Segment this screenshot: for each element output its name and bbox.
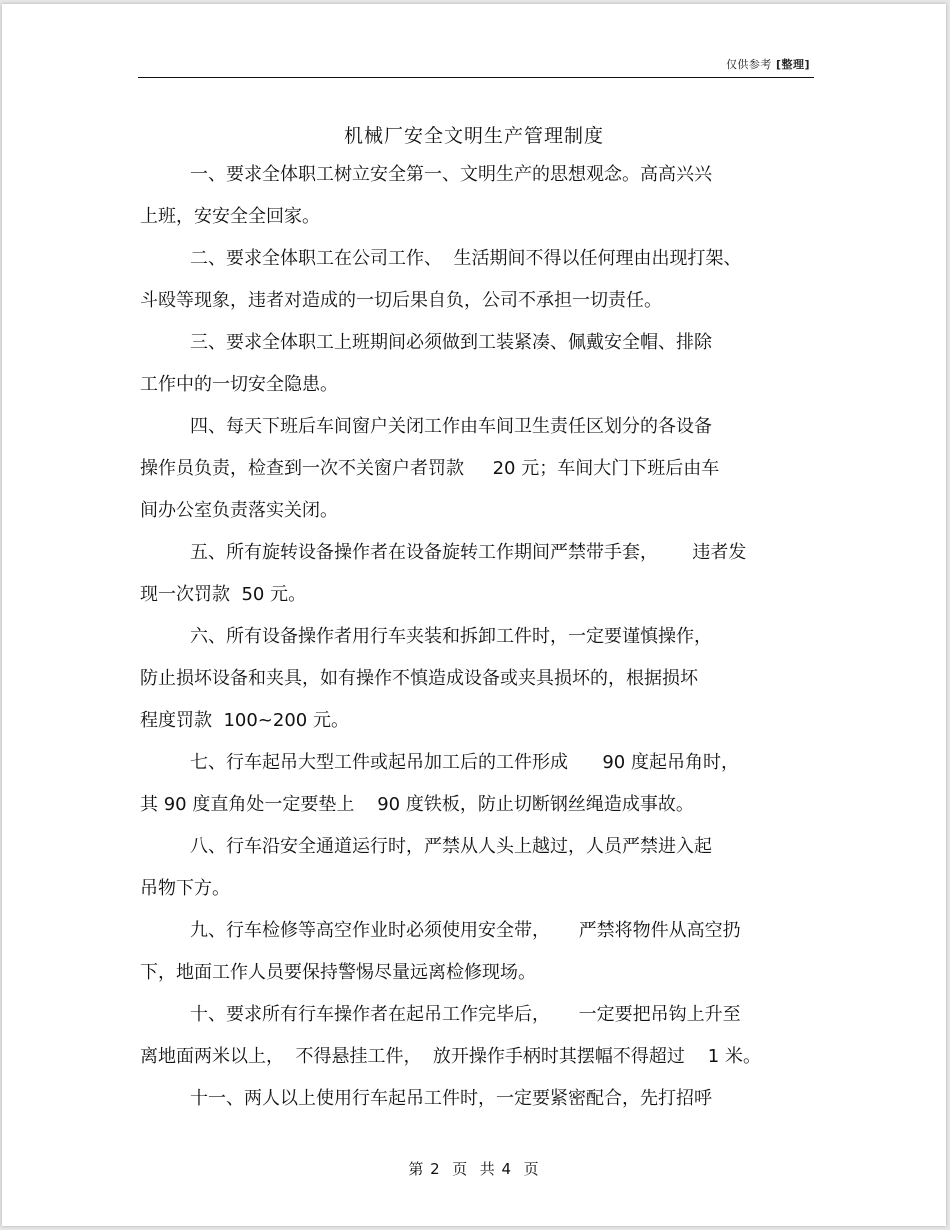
page-number: 第 2 页 共 4 页 <box>408 1160 540 1178</box>
paragraph-line: 七、行车起吊大型工件或起吊加工后的工件形成 90 度起吊角时， <box>190 752 739 773</box>
paragraph-line: 斗殴等现象，违者对造成的一切后果自负，公司不承担一切责任。 <box>140 290 662 311</box>
document-body <box>140 154 820 1120</box>
paragraph <box>140 238 820 322</box>
paragraph <box>140 406 820 532</box>
paragraph-line: 吊物下方。 <box>140 878 230 899</box>
paragraph <box>140 532 820 616</box>
header-tag: [整理] <box>775 58 810 71</box>
paragraph-line: 工作中的一切安全隐患。 <box>140 374 338 395</box>
paragraph-line: 五、所有旋转设备操作者在设备旋转工作期间严禁带手套， 违者发 <box>190 542 747 563</box>
header-note <box>726 56 810 72</box>
paragraph <box>140 154 820 238</box>
paragraph-line: 现一次罚款 50 元。 <box>140 584 307 605</box>
paragraph-line: 间办公室负责落实关闭。 <box>140 500 338 521</box>
document-title: 机械厂安全文明生产管理制度 <box>343 125 604 147</box>
paragraph-line: 九、行车检修等高空作业时必须使用安全带， 严禁将物件从高空扔 <box>190 920 741 941</box>
paragraph-line: 三、要求全体职工上班期间必须做到工装紧凑、佩戴安全帽、排除 <box>190 332 712 353</box>
paragraph-line: 一、要求全体职工树立安全第一、文明生产的思想观念。高高兴兴 <box>190 164 712 185</box>
paragraph <box>140 742 820 826</box>
paragraph <box>140 826 820 910</box>
paragraph-line: 其 90 度直角处一定要垫上 90 度铁板，防止切断钢丝绳造成事故。 <box>140 794 694 815</box>
paragraph-line: 八、行车沿安全通道运行时，严禁从人头上越过，人员严禁进入起 <box>190 836 712 857</box>
paragraph-line: 下，地面工作人员要保持警惕尽量远离检修现场。 <box>140 962 536 983</box>
paragraph-line: 二、要求全体职工在公司工作、 生活期间不得以任何理由出现打架、 <box>190 248 742 269</box>
paragraph-line: 十、要求所有行车操作者在起吊工作完毕后， 一定要把吊钩上升至 <box>190 1004 741 1025</box>
paragraph <box>140 322 820 406</box>
paragraph-line: 离地面两米以上， 不得悬挂工件， 放开操作手柄时其摆幅不得超过 1 米。 <box>140 1046 761 1067</box>
paragraph-line: 四、每天下班后车间窗户关闭工作由车间卫生责任区划分的各设备 <box>190 416 712 437</box>
paragraph <box>140 1078 820 1120</box>
header-note-text: 仅供参考 <box>725 58 772 71</box>
paragraph-line: 操作员负责，检查到一次不关窗户者罚款 20 元；车间大门下班后由车 <box>140 458 720 479</box>
paragraph <box>140 910 820 994</box>
paragraph-line: 六、所有设备操作者用行车夹装和拆卸工件时，一定要谨慎操作， <box>190 626 712 647</box>
paragraph-line: 程度罚款 100~200 元。 <box>140 710 349 731</box>
paragraph-line: 上班，安安全全回家。 <box>140 206 320 227</box>
paragraph <box>140 616 820 742</box>
paragraph-line: 防止损坏设备和夹具，如有操作不慎造成设备或夹具损坏的，根据损坏 <box>140 668 698 689</box>
paragraph <box>140 994 820 1078</box>
document-page <box>2 4 946 1226</box>
header-divider <box>138 77 814 78</box>
paragraph-line: 十一、两人以上使用行车起吊工件时，一定要紧密配合，先打招呼 <box>190 1088 712 1109</box>
